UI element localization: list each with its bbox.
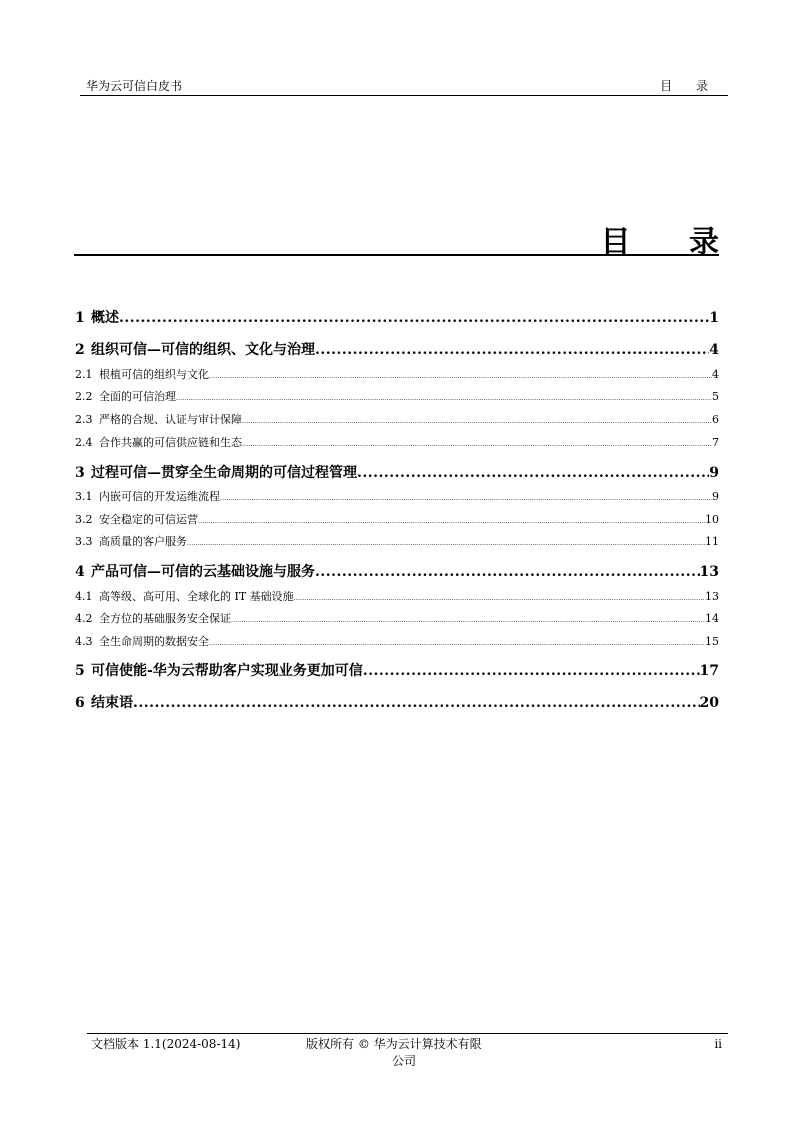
toc-leader	[209, 369, 712, 385]
toc-entry-label: 产品可信—可信的云基础设施与服务	[91, 564, 315, 580]
toc-entry-label: 高质量的客户服务	[99, 535, 187, 548]
toc-entry-label: 内嵌可信的开发运维流程	[99, 490, 220, 503]
toc-entry-label: 过程可信—贯穿全生命周期的可信过程管理	[91, 465, 357, 481]
toc-leader	[133, 693, 700, 713]
toc-entry[interactable]	[75, 512, 719, 528]
toc-leader	[315, 340, 709, 360]
toc-entry[interactable]	[75, 611, 719, 627]
toc-entry-page: 20	[699, 695, 719, 711]
toc-entry-number: 4	[75, 564, 85, 580]
toc-entry-number: 6	[75, 695, 85, 711]
page-footer	[87, 1033, 728, 1074]
toc-entry[interactable]	[75, 463, 719, 483]
toc-entry-number: 4.3	[75, 635, 93, 648]
toc-entry-number: 2.3	[75, 413, 93, 426]
toc-leader	[220, 491, 712, 507]
toc-entry-number: 5	[75, 663, 85, 679]
toc-entry-label: 安全稳定的可信运营	[99, 513, 198, 526]
toc-entry-label: 高等级、高可用、全球化的 IT 基础设施	[99, 590, 294, 603]
toc-entry-number: 3	[75, 465, 85, 481]
toc-leader	[242, 414, 712, 430]
toc-title: 目 录	[600, 225, 743, 260]
toc-entry-page: 9	[709, 465, 719, 481]
toc-leader	[119, 308, 709, 328]
document-version: 文档版本 1.1(2024-08-14)	[91, 1037, 241, 1051]
toc-entry-page: 17	[699, 663, 719, 679]
toc-leader	[315, 562, 700, 582]
toc-entry-label: 结束语	[91, 695, 133, 711]
copyright-line-1: 版权所有 © 华为云计算技术有限	[306, 1037, 482, 1051]
toc-entry[interactable]	[75, 412, 719, 428]
toc-entry-page: 13	[699, 564, 719, 580]
toc-entry-page: 15	[705, 635, 719, 648]
toc-leader	[357, 463, 709, 483]
toc-leader	[363, 661, 700, 681]
toc-entry[interactable]	[75, 661, 719, 681]
toc-entry[interactable]	[75, 389, 719, 405]
toc-entry-number: 2.1	[75, 368, 93, 381]
toc-entry[interactable]	[75, 435, 719, 451]
toc-entry[interactable]	[75, 693, 719, 713]
toc-entry-label: 合作共赢的可信供应链和生态	[99, 436, 242, 449]
toc-entry-page: 7	[712, 436, 719, 449]
toc-entry-page: 6	[712, 413, 719, 426]
toc-leader	[187, 536, 705, 552]
toc-leader	[209, 636, 705, 652]
toc-entry-label: 全方位的基础服务安全保证	[99, 612, 231, 625]
toc-entry-label: 可信使能-华为云帮助客户实现业务更加可信	[91, 663, 363, 679]
toc-entry-page: 5	[712, 390, 719, 403]
toc-entry[interactable]	[75, 589, 719, 605]
toc-leader	[231, 613, 705, 629]
toc-entry-label: 根植可信的组织与文化	[99, 368, 209, 381]
toc-entry-number: 1	[75, 310, 85, 326]
toc-entry-page: 4	[712, 368, 719, 381]
toc-entry-label: 概述	[91, 310, 119, 326]
toc-entry-label: 组织可信—可信的组织、文化与治理	[91, 342, 315, 358]
toc-entry[interactable]	[75, 489, 719, 505]
toc-entry-label: 严格的合规、认证与审计保障	[99, 413, 242, 426]
toc-leader	[294, 591, 705, 607]
toc-entry-page: 14	[705, 612, 719, 625]
toc-entry-page: 11	[705, 535, 719, 548]
toc-entry[interactable]	[75, 534, 719, 550]
toc-entry[interactable]	[75, 340, 719, 360]
toc-entry-label: 全生命周期的数据安全	[99, 635, 209, 648]
title-rule	[74, 254, 719, 256]
toc-entry-number: 2	[75, 342, 85, 358]
toc-entry-label: 全面的可信治理	[99, 390, 176, 403]
toc-entry[interactable]	[75, 367, 719, 383]
toc-entry-page: 1	[709, 310, 719, 326]
toc-entry-number: 3.2	[75, 513, 93, 526]
toc-entry-number: 2.2	[75, 390, 93, 403]
toc-entry-page: 13	[705, 590, 719, 603]
toc-leader	[198, 514, 705, 530]
page-number: ii	[714, 1037, 722, 1051]
toc-leader	[242, 437, 712, 453]
toc-entry-page: 4	[709, 342, 719, 358]
toc-entry-number: 3.3	[75, 535, 93, 548]
toc-entry-page: 10	[705, 513, 719, 526]
copyright-line-2: 公司	[392, 1054, 417, 1068]
toc-entry-number: 2.4	[75, 436, 93, 449]
toc-entry-number: 4.1	[75, 590, 93, 603]
toc-entry-number: 3.1	[75, 490, 93, 503]
toc-entry[interactable]	[75, 308, 719, 328]
toc-entry[interactable]	[75, 634, 719, 650]
header-doc-title: 华为云可信白皮书	[86, 79, 183, 93]
page-header	[80, 79, 728, 96]
toc-entry-number: 4.2	[75, 612, 93, 625]
toc-entry-page: 9	[712, 490, 719, 503]
toc-leader	[176, 391, 712, 407]
header-section: 目 录	[660, 79, 718, 93]
toc-entry[interactable]	[75, 562, 719, 582]
